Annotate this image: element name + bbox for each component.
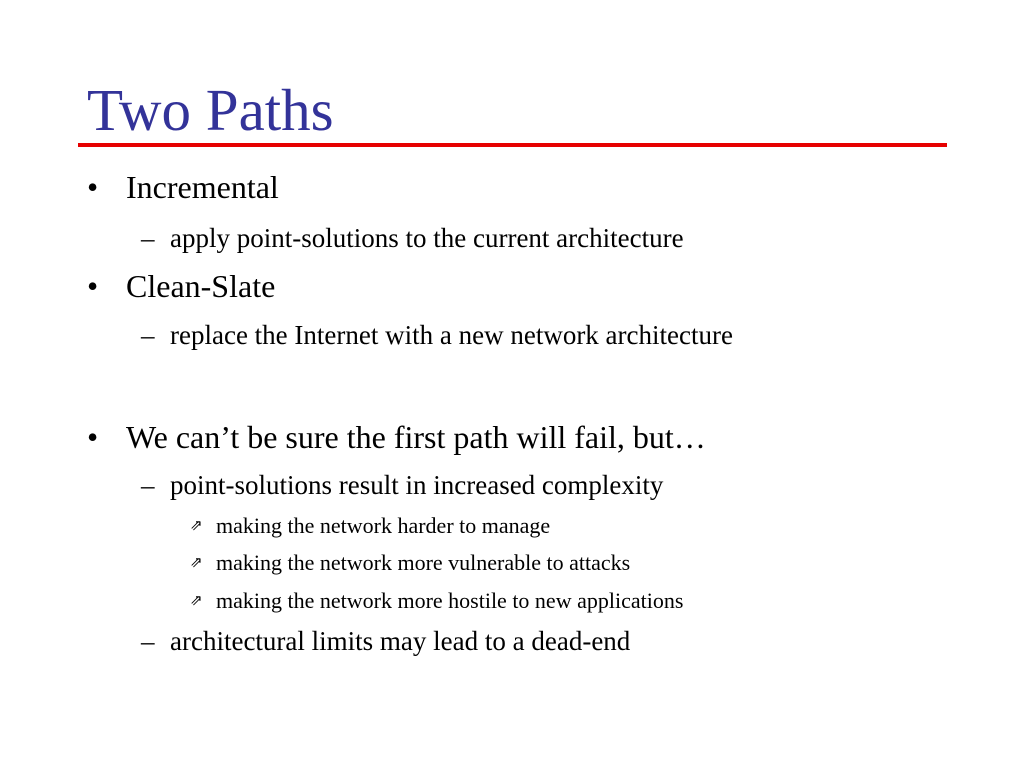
sub-sub-item-text: making the network more vulnerable to attacks xyxy=(216,550,631,575)
dash-marker: – xyxy=(141,320,155,350)
sub-item-text: apply point-solutions to the current architecture xyxy=(170,223,684,253)
dash-marker: – xyxy=(141,470,155,500)
dash-marker: – xyxy=(141,626,155,656)
slide-title: Two Paths xyxy=(87,77,334,143)
bullet-marker: • xyxy=(87,419,99,455)
bullet-marker: • xyxy=(87,169,99,205)
bullet-text: Incremental xyxy=(126,169,279,205)
bullet-text: We can’t be sure the first path will fail, but… xyxy=(126,419,706,455)
sub-item-text: architectural limits may lead to a dead-end xyxy=(170,626,631,656)
sub-sub-item-text: making the network more hostile to new applications xyxy=(216,588,684,613)
sub-item-text: replace the Internet with a new network architecture xyxy=(170,320,733,350)
bullet-text: Clean-Slate xyxy=(126,268,276,304)
arrow-up-right-icon: ⇗ xyxy=(190,553,203,571)
sub-sub-item-text: making the network harder to manage xyxy=(216,513,551,538)
dash-marker: – xyxy=(141,223,155,253)
arrow-up-right-icon: ⇗ xyxy=(190,591,203,609)
arrow-up-right-icon: ⇗ xyxy=(190,516,203,534)
sub-item-text: point-solutions result in increased complexity xyxy=(170,470,664,500)
title-underline xyxy=(78,143,947,147)
bullet-marker: • xyxy=(87,268,99,304)
